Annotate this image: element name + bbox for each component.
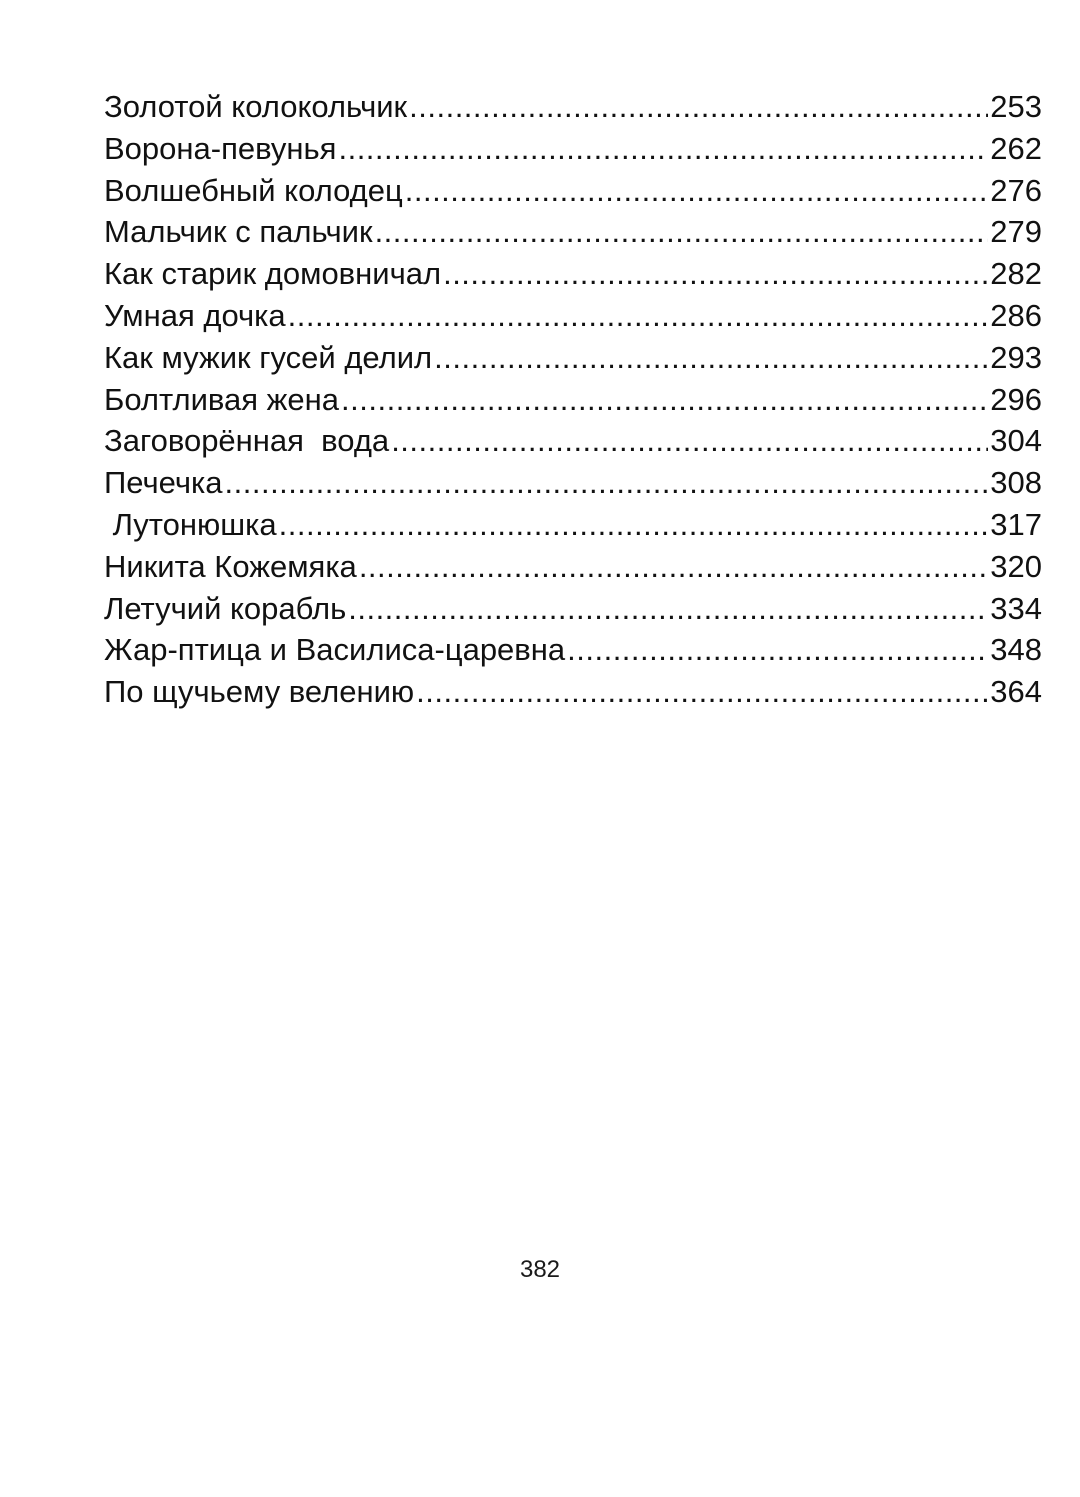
- toc-entry-title: По щучьему велению: [104, 674, 415, 710]
- toc-entry: [104, 546, 1042, 588]
- toc-dot-leader: [375, 211, 989, 253]
- toc-entry-page: 304: [990, 423, 1042, 459]
- toc-dot-leader: [434, 337, 988, 379]
- toc-entry-page: 293: [990, 339, 1042, 375]
- toc-entry-title: Мальчик с пальчик: [104, 214, 373, 250]
- toc-entry: [104, 128, 1042, 170]
- toc-entry-page: 334: [990, 590, 1042, 626]
- toc-entry-title: Умная дочка: [104, 297, 286, 333]
- toc-dot-leader: [338, 128, 988, 170]
- toc-entry: [104, 504, 1042, 546]
- page-number: 382: [519, 1256, 561, 1283]
- toc-entry: [104, 420, 1042, 462]
- toc-entry-title: Жар-птица и Василиса-царевна: [104, 632, 566, 668]
- toc-entry: [104, 337, 1042, 379]
- toc-entry: [104, 588, 1042, 630]
- toc-entry-page: 364: [990, 674, 1042, 710]
- toc-entry-title: Золотой колокольчик: [104, 89, 408, 124]
- toc-entry-title: Летучий корабль: [104, 590, 347, 626]
- toc-entry-title: Печечка: [104, 465, 223, 501]
- toc-entry: [104, 629, 1042, 671]
- toc-entry: [104, 170, 1042, 212]
- toc-entry-page: 282: [990, 256, 1042, 292]
- toc-entry-page: 286: [990, 297, 1042, 333]
- toc-entry-title: Как старик домовничал: [104, 256, 442, 292]
- toc-entry-page: 296: [990, 381, 1042, 417]
- toc-dot-leader: [288, 295, 989, 337]
- toc-entry-title: Никита Кожемяка: [104, 548, 357, 584]
- toc-entry-page: 276: [990, 172, 1042, 208]
- toc-entry-page: 262: [990, 130, 1042, 166]
- toc-dot-leader: [409, 86, 988, 128]
- toc-dot-leader: [225, 462, 989, 504]
- toc-dot-leader: [416, 671, 988, 713]
- toc-entry: [104, 379, 1042, 421]
- toc-entry-title: Волшебный колодец: [104, 172, 403, 208]
- toc-entry: [104, 253, 1042, 295]
- toc-dot-leader: [567, 629, 988, 671]
- toc-entry-title: Болтливая жена: [104, 381, 340, 417]
- toc-entry: [104, 86, 1042, 128]
- toc-dot-leader: [405, 170, 989, 212]
- toc-dot-leader: [341, 379, 988, 421]
- table-of-contents: [104, 86, 1042, 713]
- toc-entry-title: Лутонюшка: [104, 506, 277, 542]
- toc-dot-leader: [443, 253, 988, 295]
- toc-dot-leader: [279, 504, 989, 546]
- toc-entry-title: Как мужик гусей делил: [104, 339, 433, 375]
- toc-entry: [104, 671, 1042, 713]
- toc-entry-page: 253: [990, 89, 1042, 124]
- toc-entry-page: 320: [990, 548, 1042, 584]
- toc-dot-leader: [391, 420, 988, 462]
- toc-entry-page: 308: [990, 465, 1042, 501]
- toc-entry: [104, 211, 1042, 253]
- toc-entry-title: Ворона-певунья: [104, 130, 337, 166]
- toc-dot-leader: [348, 588, 988, 630]
- toc-entry-title: Заговорённая вода: [104, 423, 390, 459]
- toc-entry-page: 348: [990, 632, 1042, 668]
- toc-entry-page: 317: [990, 506, 1042, 542]
- toc-entry: [104, 462, 1042, 504]
- toc-entry-page: 279: [990, 214, 1042, 250]
- toc-entry: [104, 295, 1042, 337]
- toc-dot-leader: [359, 546, 988, 588]
